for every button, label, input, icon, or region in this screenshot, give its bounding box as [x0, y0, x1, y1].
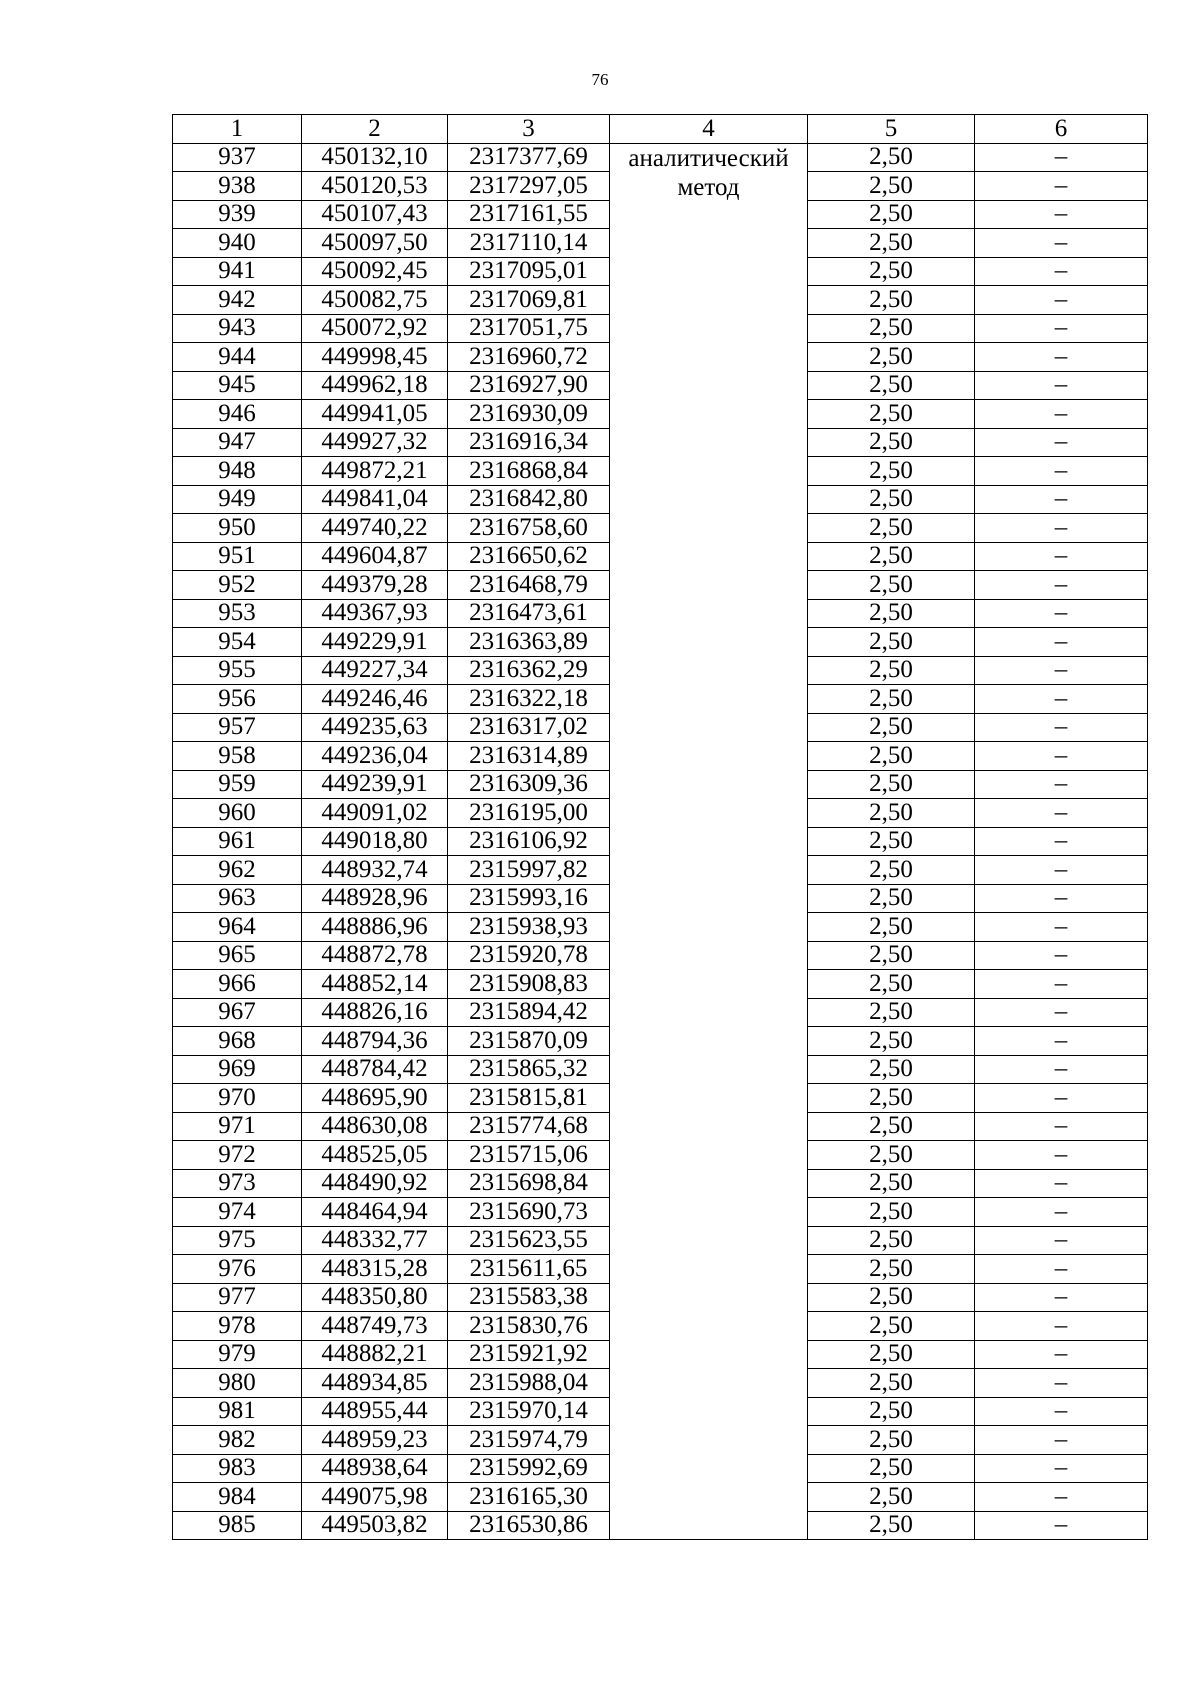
table-body: [173, 115, 1148, 1540]
description-cell: –: [975, 941, 1148, 970]
x-coordinate-cell: 448826,16: [302, 998, 448, 1027]
point-number-cell: 969: [173, 1055, 302, 1084]
y-coordinate-cell: 2316473,61: [448, 599, 610, 628]
accuracy-cell: 2,50: [808, 685, 975, 714]
point-number-cell: 939: [173, 200, 302, 229]
point-number-cell: 944: [173, 343, 302, 372]
y-coordinate-cell: 2316842,80: [448, 485, 610, 514]
y-coordinate-cell: 2315611,65: [448, 1255, 610, 1284]
description-cell: –: [975, 286, 1148, 315]
accuracy-cell: 2,50: [808, 713, 975, 742]
y-coordinate-cell: 2316468,79: [448, 571, 610, 600]
description-cell: –: [975, 713, 1148, 742]
x-coordinate-cell: 448525,05: [302, 1141, 448, 1170]
y-coordinate-cell: 2315993,16: [448, 884, 610, 913]
table-header-row: [173, 115, 1148, 144]
point-number-cell: 953: [173, 599, 302, 628]
x-coordinate-cell: 448332,77: [302, 1226, 448, 1255]
accuracy-cell: 2,50: [808, 970, 975, 999]
y-coordinate-cell: 2315920,78: [448, 941, 610, 970]
description-cell: –: [975, 1055, 1148, 1084]
x-coordinate-cell: 449962,18: [302, 371, 448, 400]
y-coordinate-cell: 2315690,73: [448, 1198, 610, 1227]
description-cell: –: [975, 742, 1148, 771]
point-number-cell: 955: [173, 656, 302, 685]
column-header: 5: [808, 115, 975, 144]
x-coordinate-cell: 449018,80: [302, 827, 448, 856]
description-cell: –: [975, 542, 1148, 571]
point-number-cell: 968: [173, 1027, 302, 1056]
column-header: 1: [173, 115, 302, 144]
description-cell: –: [975, 485, 1148, 514]
point-number-cell: 951: [173, 542, 302, 571]
point-number-cell: 973: [173, 1169, 302, 1198]
y-coordinate-cell: 2315698,84: [448, 1169, 610, 1198]
accuracy-cell: 2,50: [808, 343, 975, 372]
point-number-cell: 956: [173, 685, 302, 714]
description-cell: –: [975, 1483, 1148, 1512]
y-coordinate-cell: 2316106,92: [448, 827, 610, 856]
accuracy-cell: 2,50: [808, 884, 975, 913]
accuracy-cell: 2,50: [808, 1454, 975, 1483]
y-coordinate-cell: 2317161,55: [448, 200, 610, 229]
accuracy-cell: 2,50: [808, 400, 975, 429]
column-header: 6: [975, 115, 1148, 144]
description-cell: –: [975, 343, 1148, 372]
column-header: 3: [448, 115, 610, 144]
point-number-cell: 966: [173, 970, 302, 999]
x-coordinate-cell: 449740,22: [302, 514, 448, 543]
y-coordinate-cell: 2316930,09: [448, 400, 610, 429]
point-number-cell: 979: [173, 1340, 302, 1369]
x-coordinate-cell: 448932,74: [302, 856, 448, 885]
accuracy-cell: 2,50: [808, 1169, 975, 1198]
x-coordinate-cell: 448852,14: [302, 970, 448, 999]
accuracy-cell: 2,50: [808, 1255, 975, 1284]
x-coordinate-cell: 448928,96: [302, 884, 448, 913]
x-coordinate-cell: 448886,96: [302, 913, 448, 942]
description-cell: –: [975, 827, 1148, 856]
accuracy-cell: 2,50: [808, 542, 975, 571]
x-coordinate-cell: 450132,10: [302, 143, 448, 172]
point-number-cell: 963: [173, 884, 302, 913]
x-coordinate-cell: 448794,36: [302, 1027, 448, 1056]
y-coordinate-cell: 2315865,32: [448, 1055, 610, 1084]
x-coordinate-cell: 449236,04: [302, 742, 448, 771]
accuracy-cell: 2,50: [808, 599, 975, 628]
accuracy-cell: 2,50: [808, 1483, 975, 1512]
accuracy-cell: 2,50: [808, 428, 975, 457]
description-cell: –: [975, 1397, 1148, 1426]
column-header: 4: [610, 115, 808, 144]
y-coordinate-cell: 2315988,04: [448, 1369, 610, 1398]
point-number-cell: 948: [173, 457, 302, 486]
description-cell: –: [975, 229, 1148, 258]
point-number-cell: 970: [173, 1084, 302, 1113]
y-coordinate-cell: 2315992,69: [448, 1454, 610, 1483]
accuracy-cell: 2,50: [808, 1084, 975, 1113]
y-coordinate-cell: 2315623,55: [448, 1226, 610, 1255]
description-cell: –: [975, 884, 1148, 913]
x-coordinate-cell: 450092,45: [302, 257, 448, 286]
x-coordinate-cell: 448315,28: [302, 1255, 448, 1284]
point-number-cell: 959: [173, 770, 302, 799]
description-cell: –: [975, 599, 1148, 628]
y-coordinate-cell: 2317110,14: [448, 229, 610, 258]
accuracy-cell: 2,50: [808, 1198, 975, 1227]
accuracy-cell: 2,50: [808, 1027, 975, 1056]
description-cell: –: [975, 1198, 1148, 1227]
accuracy-cell: 2,50: [808, 314, 975, 343]
point-number-cell: 950: [173, 514, 302, 543]
accuracy-cell: 2,50: [808, 1397, 975, 1426]
x-coordinate-cell: 448938,64: [302, 1454, 448, 1483]
x-coordinate-cell: 448630,08: [302, 1112, 448, 1141]
description-cell: –: [975, 1027, 1148, 1056]
description-cell: –: [975, 1454, 1148, 1483]
accuracy-cell: 2,50: [808, 1369, 975, 1398]
y-coordinate-cell: 2316309,36: [448, 770, 610, 799]
accuracy-cell: 2,50: [808, 371, 975, 400]
point-number-cell: 946: [173, 400, 302, 429]
y-coordinate-cell: 2315870,09: [448, 1027, 610, 1056]
point-number-cell: 981: [173, 1397, 302, 1426]
accuracy-cell: 2,50: [808, 998, 975, 1027]
point-number-cell: 958: [173, 742, 302, 771]
description-cell: –: [975, 1226, 1148, 1255]
point-number-cell: 937: [173, 143, 302, 172]
description-cell: –: [975, 770, 1148, 799]
x-coordinate-cell: 449998,45: [302, 343, 448, 372]
accuracy-cell: 2,50: [808, 656, 975, 685]
y-coordinate-cell: 2316650,62: [448, 542, 610, 571]
point-number-cell: 971: [173, 1112, 302, 1141]
description-cell: –: [975, 1112, 1148, 1141]
point-number-cell: 976: [173, 1255, 302, 1284]
description-cell: –: [975, 656, 1148, 685]
x-coordinate-cell: 450120,53: [302, 172, 448, 201]
y-coordinate-cell: 2317297,05: [448, 172, 610, 201]
description-cell: –: [975, 200, 1148, 229]
point-number-cell: 974: [173, 1198, 302, 1227]
y-coordinate-cell: 2315815,81: [448, 1084, 610, 1113]
point-number-cell: 943: [173, 314, 302, 343]
y-coordinate-cell: 2316363,89: [448, 628, 610, 657]
point-number-cell: 975: [173, 1226, 302, 1255]
x-coordinate-cell: 449503,82: [302, 1511, 448, 1540]
y-coordinate-cell: 2315583,38: [448, 1283, 610, 1312]
accuracy-cell: 2,50: [808, 1055, 975, 1084]
point-number-cell: 952: [173, 571, 302, 600]
x-coordinate-cell: 449927,32: [302, 428, 448, 457]
point-number-cell: 957: [173, 713, 302, 742]
column-header: 2: [302, 115, 448, 144]
point-number-cell: 965: [173, 941, 302, 970]
y-coordinate-cell: 2315921,92: [448, 1340, 610, 1369]
x-coordinate-cell: 450082,75: [302, 286, 448, 315]
description-cell: –: [975, 143, 1148, 172]
accuracy-cell: 2,50: [808, 913, 975, 942]
accuracy-cell: 2,50: [808, 1283, 975, 1312]
description-cell: –: [975, 799, 1148, 828]
accuracy-cell: 2,50: [808, 485, 975, 514]
accuracy-cell: 2,50: [808, 286, 975, 315]
point-number-cell: 960: [173, 799, 302, 828]
accuracy-cell: 2,50: [808, 457, 975, 486]
y-coordinate-cell: 2315997,82: [448, 856, 610, 885]
accuracy-cell: 2,50: [808, 200, 975, 229]
accuracy-cell: 2,50: [808, 1511, 975, 1540]
y-coordinate-cell: 2316317,02: [448, 713, 610, 742]
accuracy-cell: 2,50: [808, 1312, 975, 1341]
point-number-cell: 962: [173, 856, 302, 885]
point-number-cell: 978: [173, 1312, 302, 1341]
description-cell: –: [975, 172, 1148, 201]
x-coordinate-cell: 449227,34: [302, 656, 448, 685]
y-coordinate-cell: 2317377,69: [448, 143, 610, 172]
description-cell: –: [975, 400, 1148, 429]
point-number-cell: 972: [173, 1141, 302, 1170]
coordinates-table: [172, 114, 1148, 1540]
x-coordinate-cell: 449841,04: [302, 485, 448, 514]
accuracy-cell: 2,50: [808, 1112, 975, 1141]
point-number-cell: 945: [173, 371, 302, 400]
method-cell: аналитический метод: [610, 143, 808, 1540]
x-coordinate-cell: 449229,91: [302, 628, 448, 657]
accuracy-cell: 2,50: [808, 856, 975, 885]
y-coordinate-cell: 2316916,34: [448, 428, 610, 457]
y-coordinate-cell: 2317095,01: [448, 257, 610, 286]
description-cell: –: [975, 913, 1148, 942]
x-coordinate-cell: 450097,50: [302, 229, 448, 258]
description-cell: –: [975, 428, 1148, 457]
y-coordinate-cell: 2317051,75: [448, 314, 610, 343]
description-cell: –: [975, 628, 1148, 657]
point-number-cell: 964: [173, 913, 302, 942]
point-number-cell: 985: [173, 1511, 302, 1540]
x-coordinate-cell: 449872,21: [302, 457, 448, 486]
point-number-cell: 949: [173, 485, 302, 514]
description-cell: –: [975, 1369, 1148, 1398]
description-cell: –: [975, 1084, 1148, 1113]
point-number-cell: 982: [173, 1426, 302, 1455]
point-number-cell: 940: [173, 229, 302, 258]
description-cell: –: [975, 1511, 1148, 1540]
description-cell: –: [975, 314, 1148, 343]
y-coordinate-cell: 2315715,06: [448, 1141, 610, 1170]
accuracy-cell: 2,50: [808, 1141, 975, 1170]
x-coordinate-cell: 448955,44: [302, 1397, 448, 1426]
x-coordinate-cell: 448934,85: [302, 1369, 448, 1398]
accuracy-cell: 2,50: [808, 1426, 975, 1455]
y-coordinate-cell: 2315970,14: [448, 1397, 610, 1426]
accuracy-cell: 2,50: [808, 514, 975, 543]
accuracy-cell: 2,50: [808, 742, 975, 771]
description-cell: –: [975, 1340, 1148, 1369]
accuracy-cell: 2,50: [808, 571, 975, 600]
x-coordinate-cell: 449941,05: [302, 400, 448, 429]
y-coordinate-cell: 2317069,81: [448, 286, 610, 315]
x-coordinate-cell: 448490,92: [302, 1169, 448, 1198]
y-coordinate-cell: 2316758,60: [448, 514, 610, 543]
description-cell: –: [975, 571, 1148, 600]
x-coordinate-cell: 449075,98: [302, 1483, 448, 1512]
description-cell: –: [975, 1141, 1148, 1170]
accuracy-cell: 2,50: [808, 229, 975, 258]
accuracy-cell: 2,50: [808, 1340, 975, 1369]
description-cell: –: [975, 685, 1148, 714]
y-coordinate-cell: 2316165,30: [448, 1483, 610, 1512]
description-cell: –: [975, 257, 1148, 286]
accuracy-cell: 2,50: [808, 799, 975, 828]
x-coordinate-cell: 449604,87: [302, 542, 448, 571]
point-number-cell: 947: [173, 428, 302, 457]
accuracy-cell: 2,50: [808, 1226, 975, 1255]
description-cell: –: [975, 371, 1148, 400]
point-number-cell: 983: [173, 1454, 302, 1483]
y-coordinate-cell: 2316362,29: [448, 656, 610, 685]
x-coordinate-cell: 449239,91: [302, 770, 448, 799]
x-coordinate-cell: 450107,43: [302, 200, 448, 229]
description-cell: –: [975, 1426, 1148, 1455]
x-coordinate-cell: 449367,93: [302, 599, 448, 628]
point-number-cell: 942: [173, 286, 302, 315]
point-number-cell: 938: [173, 172, 302, 201]
point-number-cell: 941: [173, 257, 302, 286]
point-number-cell: 961: [173, 827, 302, 856]
x-coordinate-cell: 448749,73: [302, 1312, 448, 1341]
y-coordinate-cell: 2316530,86: [448, 1511, 610, 1540]
y-coordinate-cell: 2315894,42: [448, 998, 610, 1027]
x-coordinate-cell: 448695,90: [302, 1084, 448, 1113]
x-coordinate-cell: 448882,21: [302, 1340, 448, 1369]
accuracy-cell: 2,50: [808, 143, 975, 172]
description-cell: –: [975, 514, 1148, 543]
accuracy-cell: 2,50: [808, 628, 975, 657]
point-number-cell: 980: [173, 1369, 302, 1398]
x-coordinate-cell: 449235,63: [302, 713, 448, 742]
y-coordinate-cell: 2316314,89: [448, 742, 610, 771]
y-coordinate-cell: 2315774,68: [448, 1112, 610, 1141]
table-row: [173, 143, 1148, 172]
x-coordinate-cell: 449246,46: [302, 685, 448, 714]
y-coordinate-cell: 2315830,76: [448, 1312, 610, 1341]
point-number-cell: 954: [173, 628, 302, 657]
x-coordinate-cell: 449091,02: [302, 799, 448, 828]
y-coordinate-cell: 2315974,79: [448, 1426, 610, 1455]
accuracy-cell: 2,50: [808, 827, 975, 856]
accuracy-cell: 2,50: [808, 257, 975, 286]
y-coordinate-cell: 2315908,83: [448, 970, 610, 999]
page-number: 76: [591, 70, 609, 89]
description-cell: –: [975, 1312, 1148, 1341]
point-number-cell: 967: [173, 998, 302, 1027]
x-coordinate-cell: 449379,28: [302, 571, 448, 600]
description-cell: –: [975, 970, 1148, 999]
y-coordinate-cell: 2316927,90: [448, 371, 610, 400]
description-cell: –: [975, 998, 1148, 1027]
y-coordinate-cell: 2316322,18: [448, 685, 610, 714]
x-coordinate-cell: 448464,94: [302, 1198, 448, 1227]
x-coordinate-cell: 448872,78: [302, 941, 448, 970]
accuracy-cell: 2,50: [808, 172, 975, 201]
y-coordinate-cell: 2315938,93: [448, 913, 610, 942]
description-cell: –: [975, 856, 1148, 885]
accuracy-cell: 2,50: [808, 941, 975, 970]
x-coordinate-cell: 448959,23: [302, 1426, 448, 1455]
description-cell: –: [975, 1255, 1148, 1284]
description-cell: –: [975, 457, 1148, 486]
y-coordinate-cell: 2316195,00: [448, 799, 610, 828]
description-cell: –: [975, 1169, 1148, 1198]
x-coordinate-cell: 448350,80: [302, 1283, 448, 1312]
x-coordinate-cell: 450072,92: [302, 314, 448, 343]
x-coordinate-cell: 448784,42: [302, 1055, 448, 1084]
y-coordinate-cell: 2316960,72: [448, 343, 610, 372]
y-coordinate-cell: 2316868,84: [448, 457, 610, 486]
accuracy-cell: 2,50: [808, 770, 975, 799]
description-cell: –: [975, 1283, 1148, 1312]
point-number-cell: 984: [173, 1483, 302, 1512]
point-number-cell: 977: [173, 1283, 302, 1312]
